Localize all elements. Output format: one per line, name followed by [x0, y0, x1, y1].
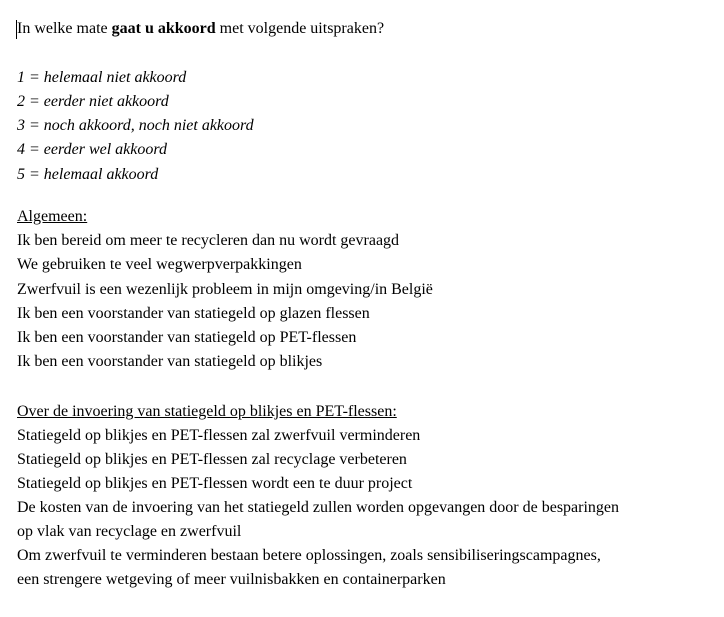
scale-item-1: 1 = helemaal niet akkoord	[17, 69, 187, 86]
deposit-item: Statiegeld op blikjes en PET-flessen zal zwerfvuil verminderen	[17, 427, 421, 444]
deposit-item: Statiegeld op blikjes en PET-flessen wordt een te duur project	[17, 475, 413, 492]
general-item: We gebruiken te veel wegwerpverpakkingen	[17, 256, 302, 273]
general-item: Ik ben een voorstander van statiegeld op blikjes	[17, 353, 323, 370]
scale-item-5: 5 = helemaal akkoord	[17, 166, 159, 183]
question-prefix: In welke mate	[17, 20, 112, 37]
question-line	[17, 19, 384, 39]
general-item: Ik ben bereid om meer te recycleren dan nu wordt gevraagd	[17, 232, 400, 249]
general-heading: Algemeen:	[17, 208, 88, 225]
scale-item-4: 4 = eerder wel akkoord	[17, 141, 168, 158]
question-suffix: met volgende uitspraken?	[215, 20, 385, 37]
question-emphasis: gaat u akkoord	[111, 20, 216, 37]
deposit-heading: Over de invoering van statiegeld op blikjes en PET-flessen:	[17, 403, 397, 420]
scale-item-2: 2 = eerder niet akkoord	[17, 93, 169, 110]
general-item: Zwerfvuil is een wezenlijk probleem in mijn omgeving/in België	[17, 281, 433, 298]
general-item: Ik ben een voorstander van statiegeld op glazen flessen	[17, 305, 370, 322]
deposit-item: Statiegeld op blikjes en PET-flessen zal recyclage verbeteren	[17, 451, 407, 468]
deposit-item: De kosten van de invoering van het statiegeld zullen worden opgevangen door de besparingen	[17, 499, 620, 516]
deposit-item-continued: op vlak van recyclage en zwerfvuil	[17, 523, 242, 540]
deposit-item-continued: een strengere wetgeving of meer vuilnisbakken en containerparken	[17, 571, 446, 588]
scale-item-3: 3 = noch akkoord, noch niet akkoord	[17, 117, 254, 134]
general-item: Ik ben een voorstander van statiegeld op PET-flessen	[17, 329, 357, 346]
deposit-item: Om zwerfvuil te verminderen bestaan betere oplossingen, zoals sensibiliseringscampagnes,	[17, 547, 601, 564]
